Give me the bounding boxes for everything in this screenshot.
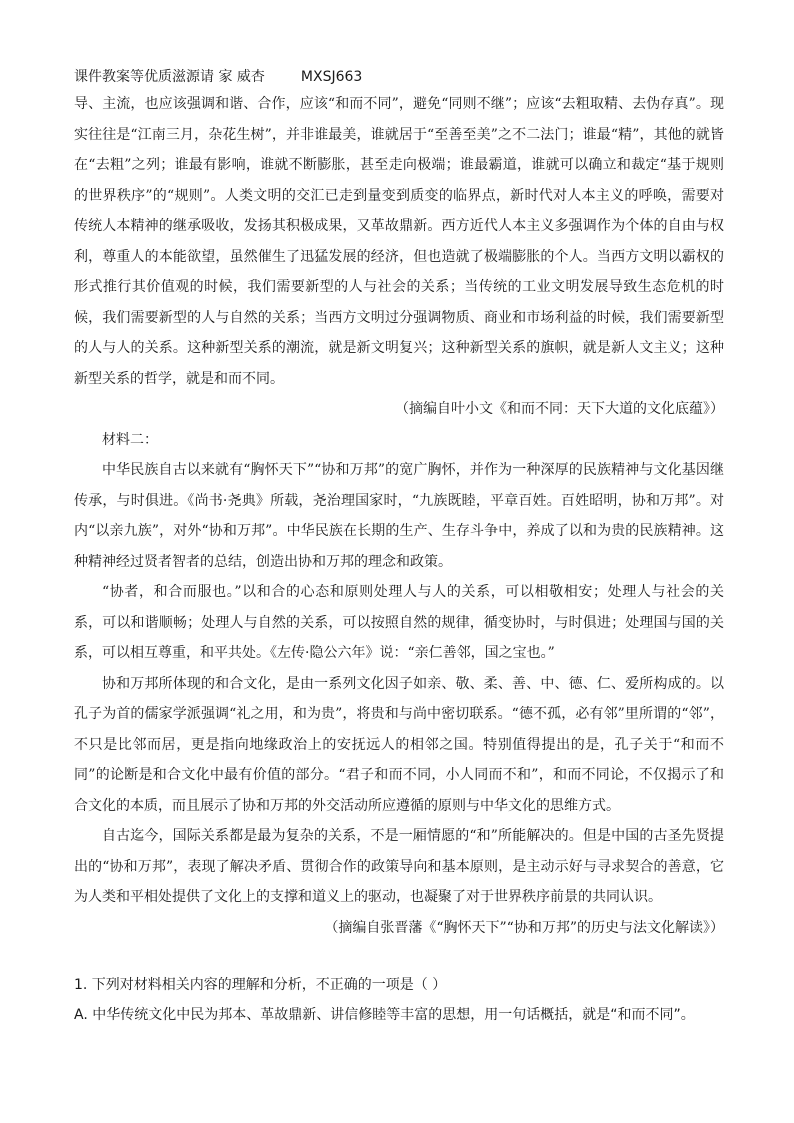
material-one-source: （摘编自叶小文《和而不同：天下大道的文化底蕴》） [395, 401, 724, 417]
material-two-paragraph-1: 中华民族自古以来就有“胸怀天下”“协和万邦”的宽广胸怀，并作为一种深厚的民族精神与文化基因继传承，与时俱进。《尚书·尧典》所载，尧治理国家时，“九族既睦，平章百姓。百姓昭明，协和万邦”。对内“以亲九族”，对外“协和万邦”。中华民族在长期的生产、生存斗争中，养成了以和为贵的民族精神。这种精神经过贤者智者的总结，创造出协和万邦的理念和政策。 [74, 462, 724, 570]
material-two-source: （摘编自张晋藩《“胸怀天下”“协和万邦”的历史与法文化解读》） [324, 919, 724, 936]
question-stem: 1. 下列对材料相关内容的理解和分析，不正确的一项是（ ） [74, 977, 447, 993]
material-two-paragraph-2: “协者，和合而服也。”以和合的心态和原则处理人与人的关系，可以相敬相安；处理人与社会的关系，可以和谐顺畅；处理人与自然的关系，可以按照自然的规律，循变协时，与时俱进；处理国与国的关系，可以相互尊重，和平共处。《左传·隐公六年》说：“亲仁善邻，国之宝也。” [74, 584, 724, 661]
question-block [74, 970, 734, 1030]
header-title: 课件教案等优质滋源请 家 威杏 [74, 69, 265, 85]
reading-material [74, 89, 724, 943]
material-two-heading: 材料二： [102, 431, 158, 448]
material-two-paragraph-3: 协和万邦所体现的和合文化，是由一系列文化因子如亲、敬、柔、善、中、德、仁、爱所构成的。以孔子为首的儒家学派强调“礼之用，和为贵”，将贵和与尚中密切联系。“德不孤，必有邻”里所谓的“邻”，不只是比邻而居，更是指向地缘政治上的安抚远人的相邻之国。特别值得提出的是，孔子关于“和而不同”的论断是和合文化中最有价值的部分。“君子和而不同，小人同而不和”，和而不同论，不仅揭示了和合文化的本质，而且展示了协和万邦的外交活动所应遵循的原则与中华文化的思维方式。 [74, 675, 724, 814]
header-code: MXSJ663 [300, 69, 363, 85]
material-one-paragraph: 导、主流，也应该强调和谐、合作，应该“和而不同”，避免“同则不继”；应该“去粗取精、去伪存真”。现实往往是“江南三月，杂花生树”，并非谁最美，谁就居于“至善至美”之不二法门；谁最“精”，其他的就皆在“去粗”之列；谁最有影响，谁就不断膨胀，甚至走向极端；谁最霸道，谁就可以确立和裁定“基于规则的世界秩序”的“规则”。人类文明的交汇已走到量变到质变的临界点，新时代对人本主义的呼唤，需要对传统人本精神的继承吸收，发扬其积极成果，又革故鼎新。西方近代人本主义多强调作为个体的自由与权利，尊重人的本能欲望，虽然催生了迅猛发展的经济，但也造就了极端膨胀的个人。当西方文明以霸权的形式推行其价值观的时候，我们需要新型的人与社会的关系；当传统的工业文明发展导致生态危机的时候，我们需要新型的人与自然的关系；当西方文明过分强调物质、商业和市场利益的时候，我们需要新型的人与人的关系。这种新型关系的潮流，就是新文明复兴；这种新型关系的旗帜，就是新人文主义；这种新型关系的哲学，就是和而不同。 [74, 96, 724, 387]
page-header [74, 66, 362, 86]
question-option-a: A. 中华传统文化中民为邦本、革故鼎新、讲信修睦等丰富的思想，用一句话概括，就是“和而不同”。 [74, 1007, 695, 1023]
material-two-paragraph-4: 自古迄今，国际关系都是最为复杂的关系，不是一厢情愿的“和”所能解决的。但是中国的古圣先贤提出的“协和万邦”，表现了解决矛盾、贯彻合作的政策导向和基本原则，是主动示好与寻求契合的善意，它为人类和平相处提供了文化上的支撑和道义上的驱动，也凝聚了对于世界秩序前景的共同认识。 [74, 828, 724, 905]
